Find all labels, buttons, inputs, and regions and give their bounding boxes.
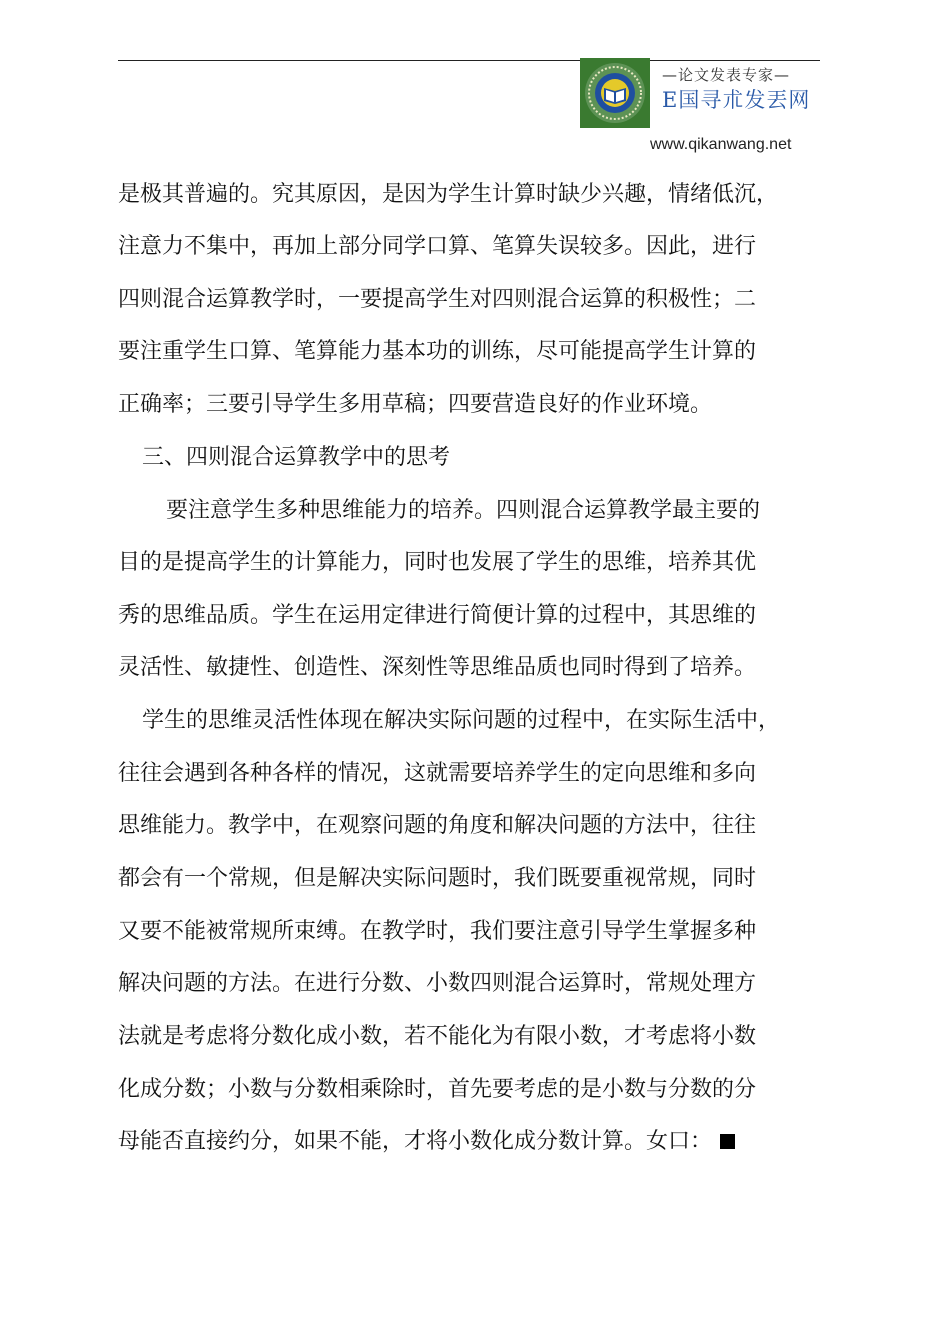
body-line: 要注重学生口算、笔算能力基本功的训练，尽可能提高学生计算的 xyxy=(118,339,757,364)
section-heading: 三、四则混合运算教学中的思考 xyxy=(142,445,451,470)
body-line: 秀的思维品质。学生在运用定律进行简便计算的过程中，其思维的 xyxy=(118,603,757,628)
body-line: 注意力不集中，再加上部分同学口算、笔算失误较多。因此，进行 xyxy=(118,234,757,259)
body-line: 思维能力。教学中，在观察问题的角度和解决问题的方法中，往往 xyxy=(118,813,757,838)
body-line: 往往会遇到各种各样的情况，这就需要培养学生的定向思维和多向 xyxy=(118,761,757,786)
body-line: 四则混合运算教学时，一要提高学生对四则混合运算的积极性；二 xyxy=(118,287,757,312)
body-line: 解决问题的方法。在进行分数、小数四则混合运算时，常规处理方 xyxy=(118,971,757,996)
body-line-text: 母能否直接约分，如果不能，才将小数化成分数计算。女口： xyxy=(118,1129,713,1154)
body-line: 又要不能被常规所束缚。在教学时，我们要注意引导学生掌握多种 xyxy=(118,919,757,944)
body-line: 都会有一个常规，但是解决实际问题时，我们既要重视常规，同时 xyxy=(118,866,757,891)
body-line: 是极其普遍的。究其原因，是因为学生计算时缺少兴趣，情绪低沉， xyxy=(118,182,779,207)
book-emblem-icon xyxy=(580,58,650,128)
body-line-last xyxy=(118,1127,735,1157)
body-line: 化成分数；小数与分数相乘除时，首先要考虑的是小数与分数的分 xyxy=(118,1077,757,1102)
site-brand: E国寻朮发丟网 xyxy=(662,88,811,112)
body-line: 要注意学生多种思维能力的培养。四则混合运算教学最主要的 xyxy=(166,498,761,523)
end-square-icon xyxy=(720,1134,735,1149)
body-line: 灵活性、敏捷性、创造性、深刻性等思维品质也同时得到了培养。 xyxy=(118,655,757,680)
site-url: www.qikanwang.net xyxy=(650,136,792,153)
header-rule xyxy=(118,60,820,61)
body-line: 学生的思维灵活性体现在解决实际问题的过程中，在实际生活中， xyxy=(142,708,781,733)
body-line: 目的是提高学生的计算能力，同时也发展了学生的思维，培养其优 xyxy=(118,550,757,575)
body-line: 正确率；三要引导学生多用草稿；四要营造良好的作业环境。 xyxy=(118,392,713,417)
header-tagline: —论文发表专家— xyxy=(662,66,791,84)
body-line: 法就是考虑将分数化成小数，若不能化为有限小数，才考虑将小数 xyxy=(118,1024,757,1049)
